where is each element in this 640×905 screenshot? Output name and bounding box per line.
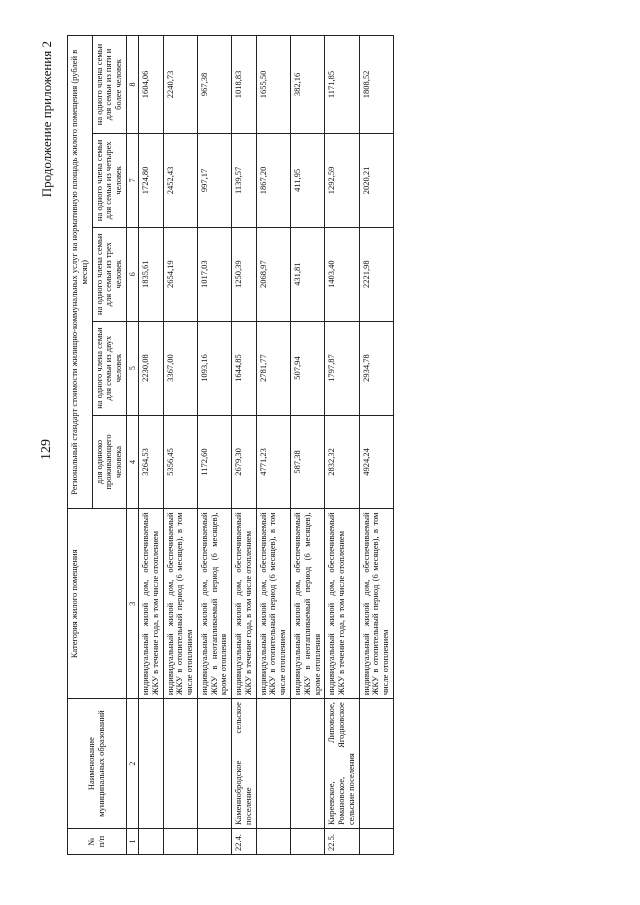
row-number: [197, 829, 231, 855]
header-standard: Региональный стандарт стоимости жилищно-коммунальных услуг на нормативную площадь жилого помещения (рублей в месяц): [68, 36, 93, 509]
housing-category: индивидуальный жилой дом, обеспечиваемый ЖКУ в неотапливаемый период (6 месяцев), кроме отопления: [197, 509, 231, 699]
table-row: [359, 36, 393, 855]
municipality-name: [290, 699, 324, 829]
standard-value: 2781,77: [256, 321, 290, 415]
column-index: 5: [126, 321, 138, 415]
standard-value: 2679,30: [232, 415, 257, 509]
column-index: 7: [126, 133, 138, 227]
municipality-name: Каменнобродское сельское поселение: [232, 699, 257, 829]
standard-value: 1171,85: [325, 36, 359, 134]
column-index: 3: [126, 509, 138, 699]
table-row: [232, 36, 257, 855]
standard-value: 1093,16: [197, 321, 231, 415]
subheader-five: на одного члена семьи для семьи из пяти и более человек: [92, 36, 126, 134]
header-category: Категория жилого помещения: [68, 509, 127, 699]
row-number: 22.4.: [232, 829, 257, 855]
page-number: 129: [39, 439, 54, 460]
subheader-single: для одиноко проживающего человека: [92, 415, 126, 509]
row-number: [256, 829, 290, 855]
standard-value: 3367,00: [163, 321, 197, 415]
row-number: [359, 829, 393, 855]
table-row: [139, 36, 164, 855]
housing-category: индивидуальный жилой дом, обеспечиваемый ЖКУ в отопительный период (6 месяцев), в том числе отоплением: [256, 509, 290, 699]
column-index: 6: [126, 227, 138, 321]
municipality-name: [197, 699, 231, 829]
table-body: [139, 36, 394, 855]
standard-value: 4771,23: [256, 415, 290, 509]
continuation-title: Продолжение приложения 2: [39, 41, 54, 198]
table-row: [163, 36, 197, 855]
municipality-name: [359, 699, 393, 829]
standard-value: 3264,53: [139, 415, 164, 509]
standard-value: 507,94: [290, 321, 324, 415]
standard-value: 2452,43: [163, 133, 197, 227]
standard-value: 1867,20: [256, 133, 290, 227]
housing-category: индивидуальный жилой дом, обеспечиваемый ЖКУ в течение года, в том числе отоплением: [232, 509, 257, 699]
housing-category: индивидуальный жилой дом, обеспечиваемый ЖКУ в отопительный период (6 месяцев), в том числе отоплением: [163, 509, 197, 699]
subheader-four: на одного члена семьи для семьи из четырех человек: [92, 133, 126, 227]
table-row: [290, 36, 324, 855]
standard-value: 431,81: [290, 227, 324, 321]
table-row: [256, 36, 290, 855]
standard-value: 2240,73: [163, 36, 197, 134]
rotated-document-page: [35, 35, 605, 855]
standard-value: 2654,19: [163, 227, 197, 321]
subheader-three: на одного члена семьи для семьи из трех человек: [92, 227, 126, 321]
standard-value: 2832,32: [325, 415, 359, 509]
standard-value: 382,16: [290, 36, 324, 134]
housing-category: индивидуальный жилой дом, обеспечиваемый ЖКУ в неотапливаемый период (6 месяцев), кроме отопления: [290, 509, 324, 699]
standard-value: 1017,03: [197, 227, 231, 321]
standard-value: 5356,45: [163, 415, 197, 509]
standard-value: 1655,50: [256, 36, 290, 134]
column-index: 4: [126, 415, 138, 509]
row-number: [139, 829, 164, 855]
standard-value: 1797,87: [325, 321, 359, 415]
row-number: [290, 829, 324, 855]
standard-value: 1403,40: [325, 227, 359, 321]
standard-value: 2221,98: [359, 227, 393, 321]
standard-value: 1139,57: [232, 133, 257, 227]
column-index: 8: [126, 36, 138, 134]
table-row: [325, 36, 359, 855]
standard-value: 1808,52: [359, 36, 393, 134]
column-index: 2: [126, 699, 138, 829]
standard-value: 2068,97: [256, 227, 290, 321]
municipality-name: [163, 699, 197, 829]
standard-value: 1604,06: [139, 36, 164, 134]
municipality-name: Киреевское, Липовское, Романовское, Ягодновское сельские поселения: [325, 699, 359, 829]
standard-value: 587,38: [290, 415, 324, 509]
standard-value: 2230,08: [139, 321, 164, 415]
standard-value: 1018,83: [232, 36, 257, 134]
standard-value: 4924,24: [359, 415, 393, 509]
standard-value: 1250,39: [232, 227, 257, 321]
row-number: [163, 829, 197, 855]
column-index: 1: [126, 829, 138, 855]
tariff-table: [67, 35, 394, 855]
header-no: № п/п: [68, 829, 127, 855]
row-number: 22.5.: [325, 829, 359, 855]
standard-value: 1292,59: [325, 133, 359, 227]
standard-value: 1644,85: [232, 321, 257, 415]
standard-value: 1172,60: [197, 415, 231, 509]
housing-category: индивидуальный жилой дом, обеспечиваемый ЖКУ в отопительный период (6 месяцев), в том числе отоплением: [359, 509, 393, 699]
standard-value: 1835,61: [139, 227, 164, 321]
standard-value: 411,95: [290, 133, 324, 227]
municipality-name: [256, 699, 290, 829]
table-row: [197, 36, 231, 855]
header-name: Наименование муниципальных образований: [68, 699, 127, 829]
standard-value: 2934,78: [359, 321, 393, 415]
standard-value: 1724,80: [139, 133, 164, 227]
housing-category: индивидуальный жилой дом, обеспечиваемый ЖКУ в течение года, в том числе отоплением: [139, 509, 164, 699]
standard-value: 967,38: [197, 36, 231, 134]
housing-category: индивидуальный жилой дом, обеспечиваемый ЖКУ в течение года, в том числе отоплением: [325, 509, 359, 699]
standard-value: 997,17: [197, 133, 231, 227]
standard-value: 2020,21: [359, 133, 393, 227]
municipality-name: [139, 699, 164, 829]
subheader-two: на одного члена семьи для семьи из двух человек: [92, 321, 126, 415]
